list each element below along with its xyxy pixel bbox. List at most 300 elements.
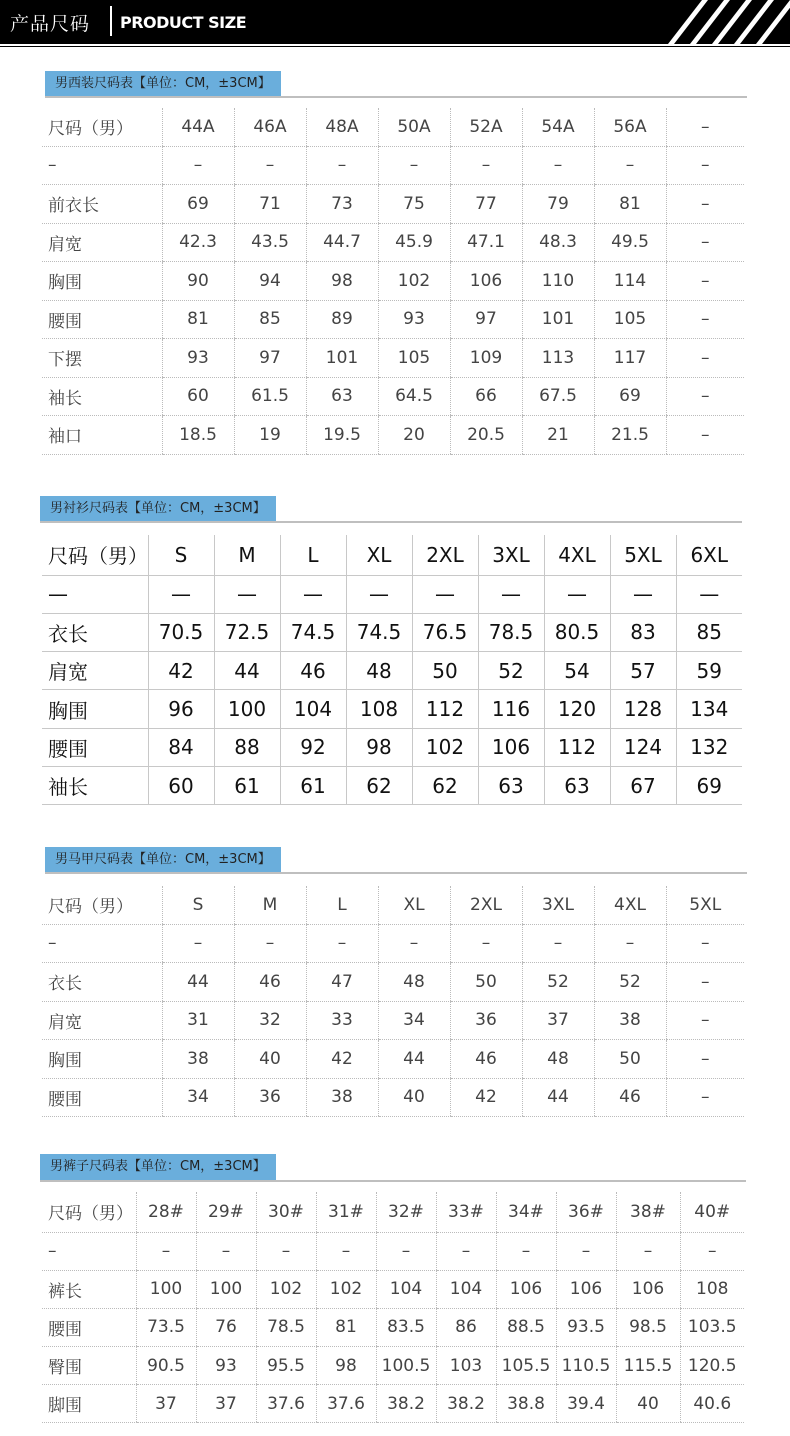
row-label-cell: 臀围 [42, 1347, 136, 1385]
table-cell: 63 [478, 766, 544, 804]
table-cell: 21.5 [594, 416, 666, 455]
table-cell: – [522, 924, 594, 963]
shirt-size-table [42, 535, 742, 805]
table-cell: 45.9 [378, 223, 450, 262]
table-cell: 63 [306, 377, 378, 416]
table-cell: 57 [610, 652, 676, 690]
table-cell: 132 [676, 728, 742, 766]
table-cell: 100 [214, 690, 280, 728]
table-cell: 33 [306, 1001, 378, 1040]
table-cell: – [316, 1232, 376, 1270]
size-header-cell: 30# [256, 1192, 316, 1232]
size-header-cell: 34# [496, 1192, 556, 1232]
table-cell: 37.6 [316, 1385, 376, 1423]
size-header-cell: M [234, 886, 306, 924]
table-cell: 103 [436, 1347, 496, 1385]
table-cell: 92 [280, 728, 346, 766]
table-cell: — [676, 575, 742, 613]
table-cell: 112 [412, 690, 478, 728]
table-cell: 93 [196, 1347, 256, 1385]
table-cell: 104 [436, 1270, 496, 1308]
size-header-cell: – [666, 108, 744, 146]
row-label-cell: 尺码（男） [42, 886, 162, 924]
table-cell: 44 [378, 1040, 450, 1079]
row-label-cell: 尺码（男） [42, 535, 148, 575]
table-cell: – [436, 1232, 496, 1270]
size-header-cell: 31# [316, 1192, 376, 1232]
table-cell: 76.5 [412, 613, 478, 651]
table-row [42, 416, 744, 455]
table-row [42, 924, 744, 963]
table-cell: – [378, 146, 450, 185]
table-cell: – [666, 1001, 744, 1040]
size-header-cell: 54A [522, 108, 594, 146]
size-header-cell: 4XL [544, 535, 610, 575]
size-header-cell: 2XL [450, 886, 522, 924]
table-cell: – [666, 262, 744, 301]
table-cell: 90.5 [136, 1347, 196, 1385]
size-header-cell: 3XL [522, 886, 594, 924]
table-cell: – [666, 924, 744, 963]
table-cell: 40.6 [680, 1385, 744, 1423]
table-cell: — [346, 575, 412, 613]
header-title-cn: 产品尺码 [10, 13, 91, 35]
table-row [42, 377, 744, 416]
table-cell: – [666, 146, 744, 185]
table-cell: 43.5 [234, 223, 306, 262]
table-cell: 93.5 [556, 1308, 616, 1346]
size-header-cell: 48A [306, 108, 378, 146]
table-cell: – [680, 1232, 744, 1270]
table-cell: — [148, 575, 214, 613]
size-header-cell: L [306, 886, 378, 924]
table-cell: – [136, 1232, 196, 1270]
table-cell: – [594, 924, 666, 963]
table-cell: – [666, 185, 744, 224]
table-cell: 83.5 [376, 1308, 436, 1346]
table-cell: – [666, 339, 744, 378]
row-label-cell: 下摆 [42, 339, 162, 378]
table-cell: 40 [616, 1385, 680, 1423]
table-cell: 108 [680, 1270, 744, 1308]
size-header-cell: 38# [616, 1192, 680, 1232]
table-cell: 34 [378, 1001, 450, 1040]
table-cell: 67.5 [522, 377, 594, 416]
row-label-cell: 肩宽 [42, 1001, 162, 1040]
table-cell: 124 [610, 728, 676, 766]
table-cell: 102 [256, 1270, 316, 1308]
table-row [42, 1347, 744, 1385]
table-cell: 62 [346, 766, 412, 804]
table-cell: – [594, 146, 666, 185]
size-header-cell: 29# [196, 1192, 256, 1232]
table-cell: 54 [544, 652, 610, 690]
table-cell: 18.5 [162, 416, 234, 455]
table-cell: – [196, 1232, 256, 1270]
table-row [42, 1001, 744, 1040]
row-label-cell: – [42, 924, 162, 963]
table-row [42, 262, 744, 301]
row-label-cell: 袖长 [42, 377, 162, 416]
table-cell: 100 [196, 1270, 256, 1308]
table-cell: 86 [436, 1308, 496, 1346]
table-cell: 38.2 [436, 1385, 496, 1423]
table-cell: 106 [450, 262, 522, 301]
table-cell: – [162, 924, 234, 963]
table-cell: 38.2 [376, 1385, 436, 1423]
table-cell: 106 [478, 728, 544, 766]
row-label-cell: — [42, 575, 148, 613]
table-cell: – [306, 924, 378, 963]
table-cell: – [616, 1232, 680, 1270]
table-cell: 42 [306, 1040, 378, 1079]
table-cell: 40 [378, 1078, 450, 1117]
table-cell: 49.5 [594, 223, 666, 262]
row-label-cell: 腰围 [42, 728, 148, 766]
table-row [42, 1308, 744, 1346]
suit-size-table [42, 108, 744, 455]
table-cell: 42 [450, 1078, 522, 1117]
table-cell: – [450, 924, 522, 963]
table-cell: 80.5 [544, 613, 610, 651]
table-cell: – [556, 1232, 616, 1270]
table-cell: 120 [544, 690, 610, 728]
table-cell: 78.5 [478, 613, 544, 651]
row-label-cell: 衣长 [42, 963, 162, 1002]
table-cell: 73.5 [136, 1308, 196, 1346]
size-header-cell: 44A [162, 108, 234, 146]
table-row [42, 766, 742, 804]
table-cell: – [378, 924, 450, 963]
table-cell: 37 [522, 1001, 594, 1040]
table-cell: – [666, 1040, 744, 1079]
table-cell: 63 [544, 766, 610, 804]
table-cell: 38 [162, 1040, 234, 1079]
size-header-cell: 36# [556, 1192, 616, 1232]
table-cell: 101 [522, 300, 594, 339]
table-cell: 128 [610, 690, 676, 728]
table-cell: 81 [594, 185, 666, 224]
table-cell: – [306, 146, 378, 185]
table-cell: 88 [214, 728, 280, 766]
table-cell: 98 [316, 1347, 376, 1385]
table-cell: 88.5 [496, 1308, 556, 1346]
row-label-cell: 袖长 [42, 766, 148, 804]
table-cell: 61 [214, 766, 280, 804]
table-cell: 81 [162, 300, 234, 339]
table-cell: 100.5 [376, 1347, 436, 1385]
row-label-cell: 胸围 [42, 690, 148, 728]
table-cell: 105.5 [496, 1347, 556, 1385]
shirt-title-rule [40, 521, 742, 523]
table-cell: 97 [450, 300, 522, 339]
table-cell: 89 [306, 300, 378, 339]
table-cell: 20.5 [450, 416, 522, 455]
table-row [42, 146, 744, 185]
table-cell: — [214, 575, 280, 613]
table-cell: 78.5 [256, 1308, 316, 1346]
table-cell: 98.5 [616, 1308, 680, 1346]
size-header-cell: 3XL [478, 535, 544, 575]
table-cell: 69 [162, 185, 234, 224]
header-divider [110, 6, 112, 36]
table-cell: 102 [412, 728, 478, 766]
size-header-cell: XL [346, 535, 412, 575]
size-header-cell: S [148, 535, 214, 575]
header-title-en: PRODUCT SIZE [120, 13, 247, 32]
table-cell: – [234, 146, 306, 185]
row-label-cell: – [42, 1232, 136, 1270]
table-row [42, 690, 742, 728]
shirt-header-row [42, 535, 742, 575]
table-row [42, 1385, 744, 1423]
vest-size-table-title: 男马甲尺码表【单位：CM，±3CM】 [45, 847, 281, 873]
table-cell: 46 [234, 963, 306, 1002]
table-row [42, 613, 742, 651]
table-cell: 75 [378, 185, 450, 224]
row-label-cell: 尺码（男） [42, 108, 162, 146]
table-cell: 113 [522, 339, 594, 378]
table-cell: 50 [594, 1040, 666, 1079]
table-cell: 93 [162, 339, 234, 378]
table-cell: 60 [162, 377, 234, 416]
vest-header-row [42, 886, 744, 924]
size-header-cell: 5XL [610, 535, 676, 575]
table-cell: 36 [450, 1001, 522, 1040]
table-cell: 38 [306, 1078, 378, 1117]
table-cell: – [162, 146, 234, 185]
size-header-cell: 32# [376, 1192, 436, 1232]
table-cell: 38.8 [496, 1385, 556, 1423]
table-cell: — [544, 575, 610, 613]
table-cell: 74.5 [280, 613, 346, 651]
table-cell: 20 [378, 416, 450, 455]
table-cell: 37.6 [256, 1385, 316, 1423]
table-cell: 44.7 [306, 223, 378, 262]
size-header-cell: 6XL [676, 535, 742, 575]
table-cell: 79 [522, 185, 594, 224]
table-cell: 46 [594, 1078, 666, 1117]
table-cell: 52 [478, 652, 544, 690]
table-cell: 98 [346, 728, 412, 766]
table-cell: 108 [346, 690, 412, 728]
table-cell: 101 [306, 339, 378, 378]
table-cell: 73 [306, 185, 378, 224]
size-header-cell: XL [378, 886, 450, 924]
table-row [42, 1232, 744, 1270]
table-cell: 115.5 [616, 1347, 680, 1385]
size-header-cell: L [280, 535, 346, 575]
table-cell: 46 [280, 652, 346, 690]
table-cell: 106 [616, 1270, 680, 1308]
table-cell: 32 [234, 1001, 306, 1040]
shirt-size-table-title: 男衬衫尺码表【单位：CM，±3CM】 [40, 496, 276, 522]
table-cell: 114 [594, 262, 666, 301]
table-cell: 93 [378, 300, 450, 339]
table-cell: 84 [148, 728, 214, 766]
table-cell: – [666, 377, 744, 416]
table-cell: 69 [676, 766, 742, 804]
size-header-cell: 33# [436, 1192, 496, 1232]
table-cell: 109 [450, 339, 522, 378]
size-header-cell: 5XL [666, 886, 744, 924]
row-label-cell: 胸围 [42, 262, 162, 301]
table-cell: – [666, 300, 744, 339]
table-cell: — [478, 575, 544, 613]
table-cell: 47.1 [450, 223, 522, 262]
size-header-cell: 4XL [594, 886, 666, 924]
table-row [42, 575, 742, 613]
row-label-cell: 腰围 [42, 1308, 136, 1346]
table-cell: 112 [544, 728, 610, 766]
size-header-cell: 40# [680, 1192, 744, 1232]
pants-size-table [42, 1192, 744, 1423]
table-cell: 44 [214, 652, 280, 690]
row-label-cell: 腰围 [42, 1078, 162, 1117]
size-header-cell: 46A [234, 108, 306, 146]
table-cell: 60 [148, 766, 214, 804]
table-row [42, 339, 744, 378]
table-cell: 116 [478, 690, 544, 728]
table-cell: 67 [610, 766, 676, 804]
table-cell: 19 [234, 416, 306, 455]
table-cell: – [496, 1232, 556, 1270]
table-row [42, 1040, 744, 1079]
table-cell: 76 [196, 1308, 256, 1346]
table-cell: 21 [522, 416, 594, 455]
table-row [42, 223, 744, 262]
table-cell: — [412, 575, 478, 613]
table-cell: 61 [280, 766, 346, 804]
table-row [42, 300, 744, 339]
table-cell: 48 [522, 1040, 594, 1079]
table-cell: 42.3 [162, 223, 234, 262]
size-header-cell: 56A [594, 108, 666, 146]
table-cell: 44 [522, 1078, 594, 1117]
row-label-cell: 前衣长 [42, 185, 162, 224]
size-header-cell: S [162, 886, 234, 924]
row-label-cell: 袖口 [42, 416, 162, 455]
table-cell: 83 [610, 613, 676, 651]
table-cell: – [666, 223, 744, 262]
table-cell: 39.4 [556, 1385, 616, 1423]
table-cell: 37 [196, 1385, 256, 1423]
table-cell: 106 [496, 1270, 556, 1308]
pants-header-row [42, 1192, 744, 1232]
table-cell: – [450, 146, 522, 185]
suit-size-table-title: 男西装尺码表【单位：CM，±3CM】 [45, 71, 281, 97]
table-cell: 42 [148, 652, 214, 690]
table-cell: 66 [450, 377, 522, 416]
table-cell: – [522, 146, 594, 185]
table-cell: 52 [522, 963, 594, 1002]
table-cell: 102 [316, 1270, 376, 1308]
table-cell: 98 [306, 262, 378, 301]
table-cell: 102 [378, 262, 450, 301]
vest-size-table [42, 886, 744, 1117]
table-cell: — [610, 575, 676, 613]
header-bar [0, 0, 790, 44]
table-cell: – [666, 416, 744, 455]
row-label-cell: 衣长 [42, 613, 148, 651]
vest-title-rule [45, 872, 747, 874]
table-row [42, 1270, 744, 1308]
table-cell: – [666, 963, 744, 1002]
size-header-cell: 2XL [412, 535, 478, 575]
table-cell: 105 [378, 339, 450, 378]
row-label-cell: 脚围 [42, 1385, 136, 1423]
table-cell: 59 [676, 652, 742, 690]
table-cell: 61.5 [234, 377, 306, 416]
row-label-cell: – [42, 146, 162, 185]
table-cell: 85 [234, 300, 306, 339]
table-cell: – [256, 1232, 316, 1270]
table-cell: 104 [376, 1270, 436, 1308]
table-cell: 48 [346, 652, 412, 690]
table-cell: 81 [316, 1308, 376, 1346]
table-cell: 96 [148, 690, 214, 728]
table-cell: 34 [162, 1078, 234, 1117]
row-label-cell: 裤长 [42, 1270, 136, 1308]
row-label-cell: 胸围 [42, 1040, 162, 1079]
table-cell: 50 [412, 652, 478, 690]
table-cell: 36 [234, 1078, 306, 1117]
table-cell: 106 [556, 1270, 616, 1308]
table-cell: 69 [594, 377, 666, 416]
table-cell: 97 [234, 339, 306, 378]
table-cell: 100 [136, 1270, 196, 1308]
size-header-cell: M [214, 535, 280, 575]
size-header-cell: 52A [450, 108, 522, 146]
table-cell: 48 [378, 963, 450, 1002]
table-cell: 19.5 [306, 416, 378, 455]
table-cell: 48.3 [522, 223, 594, 262]
table-cell: 104 [280, 690, 346, 728]
table-cell: 120.5 [680, 1347, 744, 1385]
suit-header-row [42, 108, 744, 146]
table-cell: – [234, 924, 306, 963]
table-cell: 52 [594, 963, 666, 1002]
table-cell: 40 [234, 1040, 306, 1079]
table-row [42, 963, 744, 1002]
diagonal-stripes-decoration [650, 0, 790, 44]
row-label-cell: 腰围 [42, 300, 162, 339]
table-row [42, 185, 744, 224]
table-row [42, 652, 742, 690]
table-cell: 117 [594, 339, 666, 378]
table-cell: 31 [162, 1001, 234, 1040]
table-cell: 50 [450, 963, 522, 1002]
table-cell: 85 [676, 613, 742, 651]
table-cell: 71 [234, 185, 306, 224]
suit-title-rule [45, 96, 747, 98]
pants-size-table-title: 男裤子尺码表【单位：CM，±3CM】 [40, 1154, 276, 1180]
table-cell: 134 [676, 690, 742, 728]
size-header-cell: 28# [136, 1192, 196, 1232]
size-header-cell: 50A [378, 108, 450, 146]
table-cell: 110 [522, 262, 594, 301]
table-cell: 74.5 [346, 613, 412, 651]
table-row [42, 1078, 744, 1117]
table-row [42, 728, 742, 766]
table-cell: 95.5 [256, 1347, 316, 1385]
table-cell: 62 [412, 766, 478, 804]
table-cell: – [666, 1078, 744, 1117]
row-label-cell: 肩宽 [42, 223, 162, 262]
table-cell: 64.5 [378, 377, 450, 416]
table-cell: 103.5 [680, 1308, 744, 1346]
row-label-cell: 尺码（男） [42, 1192, 136, 1232]
